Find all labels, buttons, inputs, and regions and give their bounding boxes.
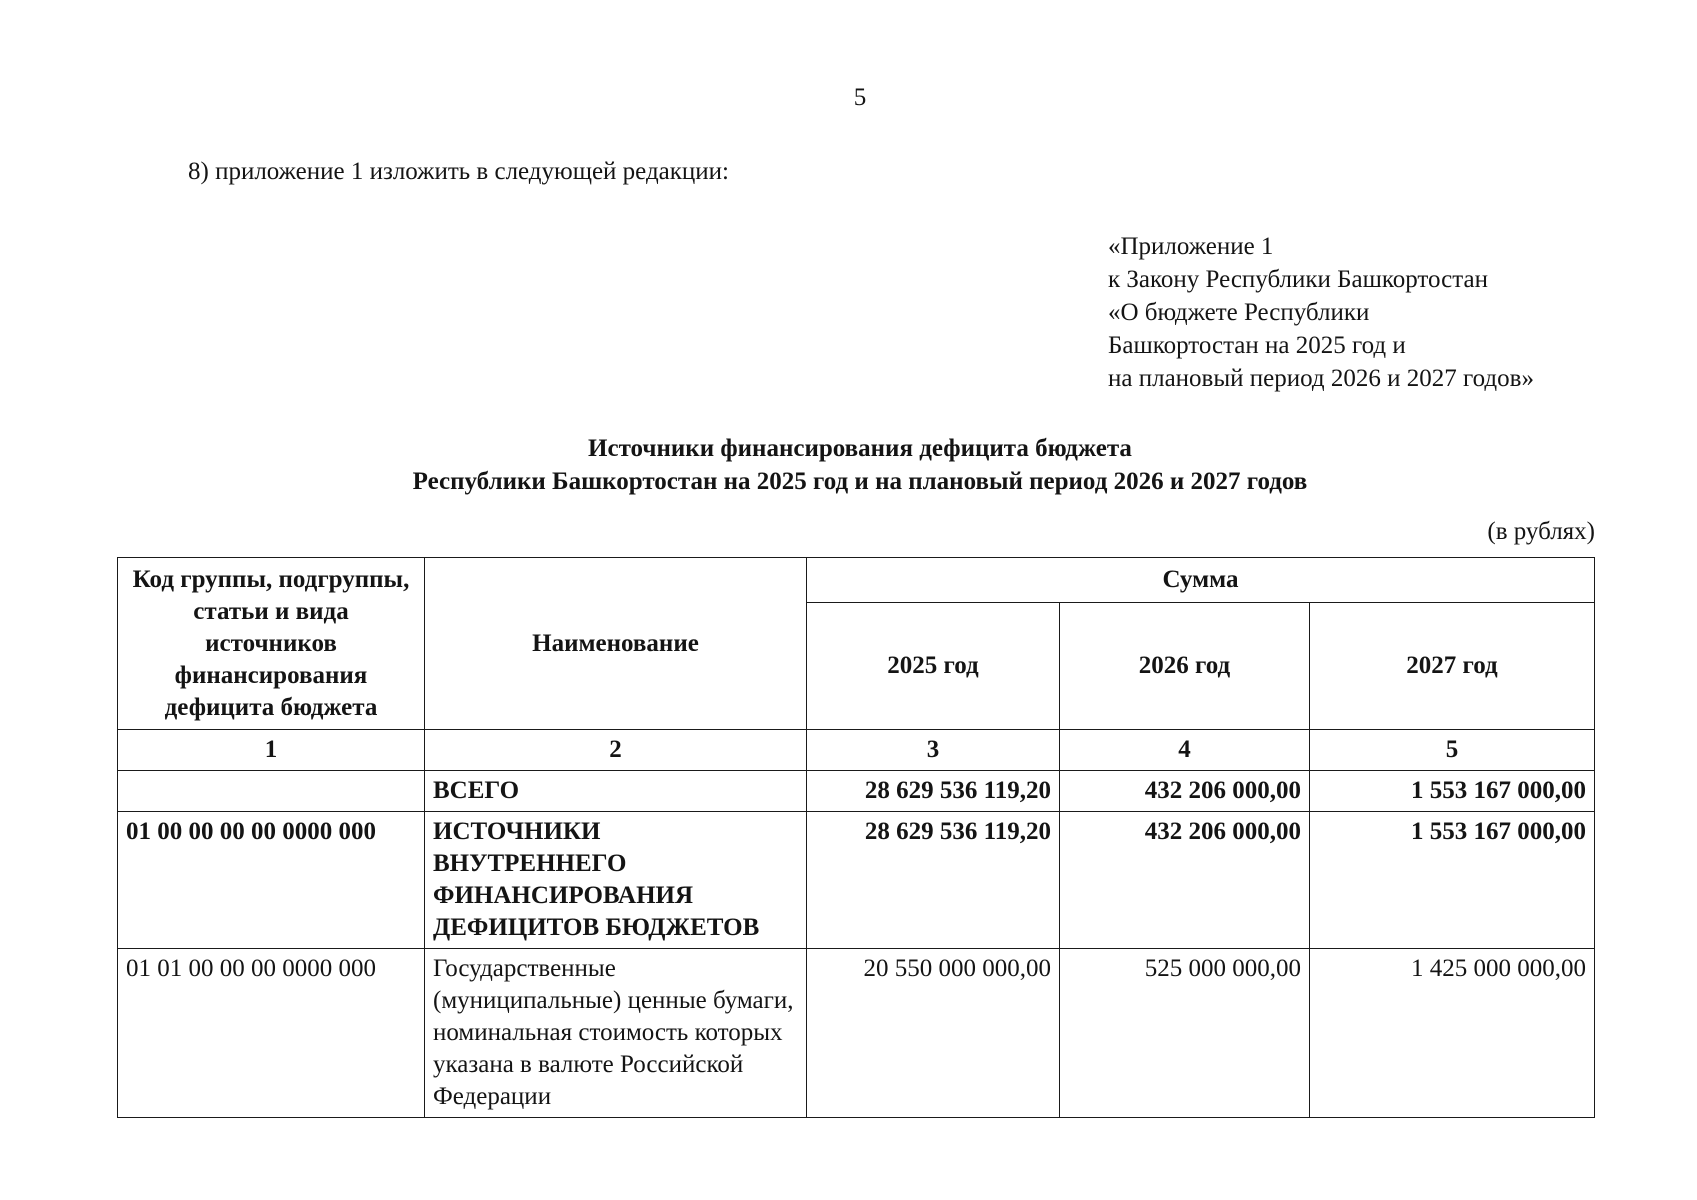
document-title-line: Источники финансирования дефицита бюджета: [588, 435, 1132, 462]
row-amount-2026: 432 206 000,00: [1060, 771, 1310, 812]
row-code: 01 01 00 00 00 0000 000: [118, 949, 425, 1118]
column-number: 5: [1310, 730, 1595, 771]
row-amount-2025: 28 629 536 119,20: [807, 771, 1060, 812]
row-amount-2026: 525 000 000,00: [1060, 949, 1310, 1118]
row-amount-2025: 28 629 536 119,20: [807, 812, 1060, 949]
row-name: Государственные (муниципальные) ценные бумаги, номинальная стоимость которых указана в валюте Российской Федерации: [425, 949, 807, 1118]
appendix-note-line: «Приложение 1: [1108, 233, 1274, 260]
column-number: 2: [425, 730, 807, 771]
row-code: [118, 771, 425, 812]
unit-label: (в рублях): [1487, 518, 1595, 545]
appendix-note: [1108, 230, 1534, 395]
table-row-total: [118, 771, 1595, 812]
column-number: 3: [807, 730, 1060, 771]
appendix-note-line: «О бюджете Республики: [1108, 299, 1370, 326]
appendix-note-line: на плановый период 2026 и 2027 годов»: [1108, 365, 1534, 392]
column-number: 4: [1060, 730, 1310, 771]
header-code: Код группы, подгруппы, статьи и вида источников финансирования дефицита бюджета: [118, 558, 425, 730]
column-number: 1: [118, 730, 425, 771]
row-name: ВСЕГО: [425, 771, 807, 812]
row-amount-2025: 20 550 000 000,00: [807, 949, 1060, 1118]
intro-text: 8) приложение 1 изложить в следующей редакции:: [188, 158, 729, 185]
row-amount-2027: 1 553 167 000,00: [1310, 812, 1595, 949]
header-year-2026: 2026 год: [1060, 603, 1310, 730]
header-sum: Сумма: [807, 558, 1595, 603]
table-row: [118, 949, 1595, 1118]
appendix-note-line: к Закону Республики Башкортостан: [1108, 266, 1488, 293]
table-row: [118, 812, 1595, 949]
row-amount-2026: 432 206 000,00: [1060, 812, 1310, 949]
page-number: 5: [853, 84, 867, 111]
row-amount-2027: 1 425 000 000,00: [1310, 949, 1595, 1118]
row-amount-2027: 1 553 167 000,00: [1310, 771, 1595, 812]
header-name: Наименование: [425, 558, 807, 730]
column-number-row: [118, 730, 1595, 771]
document-title: [0, 432, 1697, 498]
appendix-note-line: Башкортостан на 2025 год и: [1108, 332, 1406, 359]
header-year-2025: 2025 год: [807, 603, 1060, 730]
row-name: ИСТОЧНИКИ ВНУТРЕННЕГО ФИНАНСИРОВАНИЯ ДЕФИЦИТОВ БЮДЖЕТОВ: [425, 812, 807, 949]
financing-sources-table: [117, 557, 1595, 1118]
row-code: 01 00 00 00 00 0000 000: [118, 812, 425, 949]
header-row: [118, 558, 1595, 603]
document-title-line: Республики Башкортостан на 2025 год и на плановый период 2026 и 2027 годов: [412, 468, 1308, 495]
header-year-2027: 2027 год: [1310, 603, 1595, 730]
